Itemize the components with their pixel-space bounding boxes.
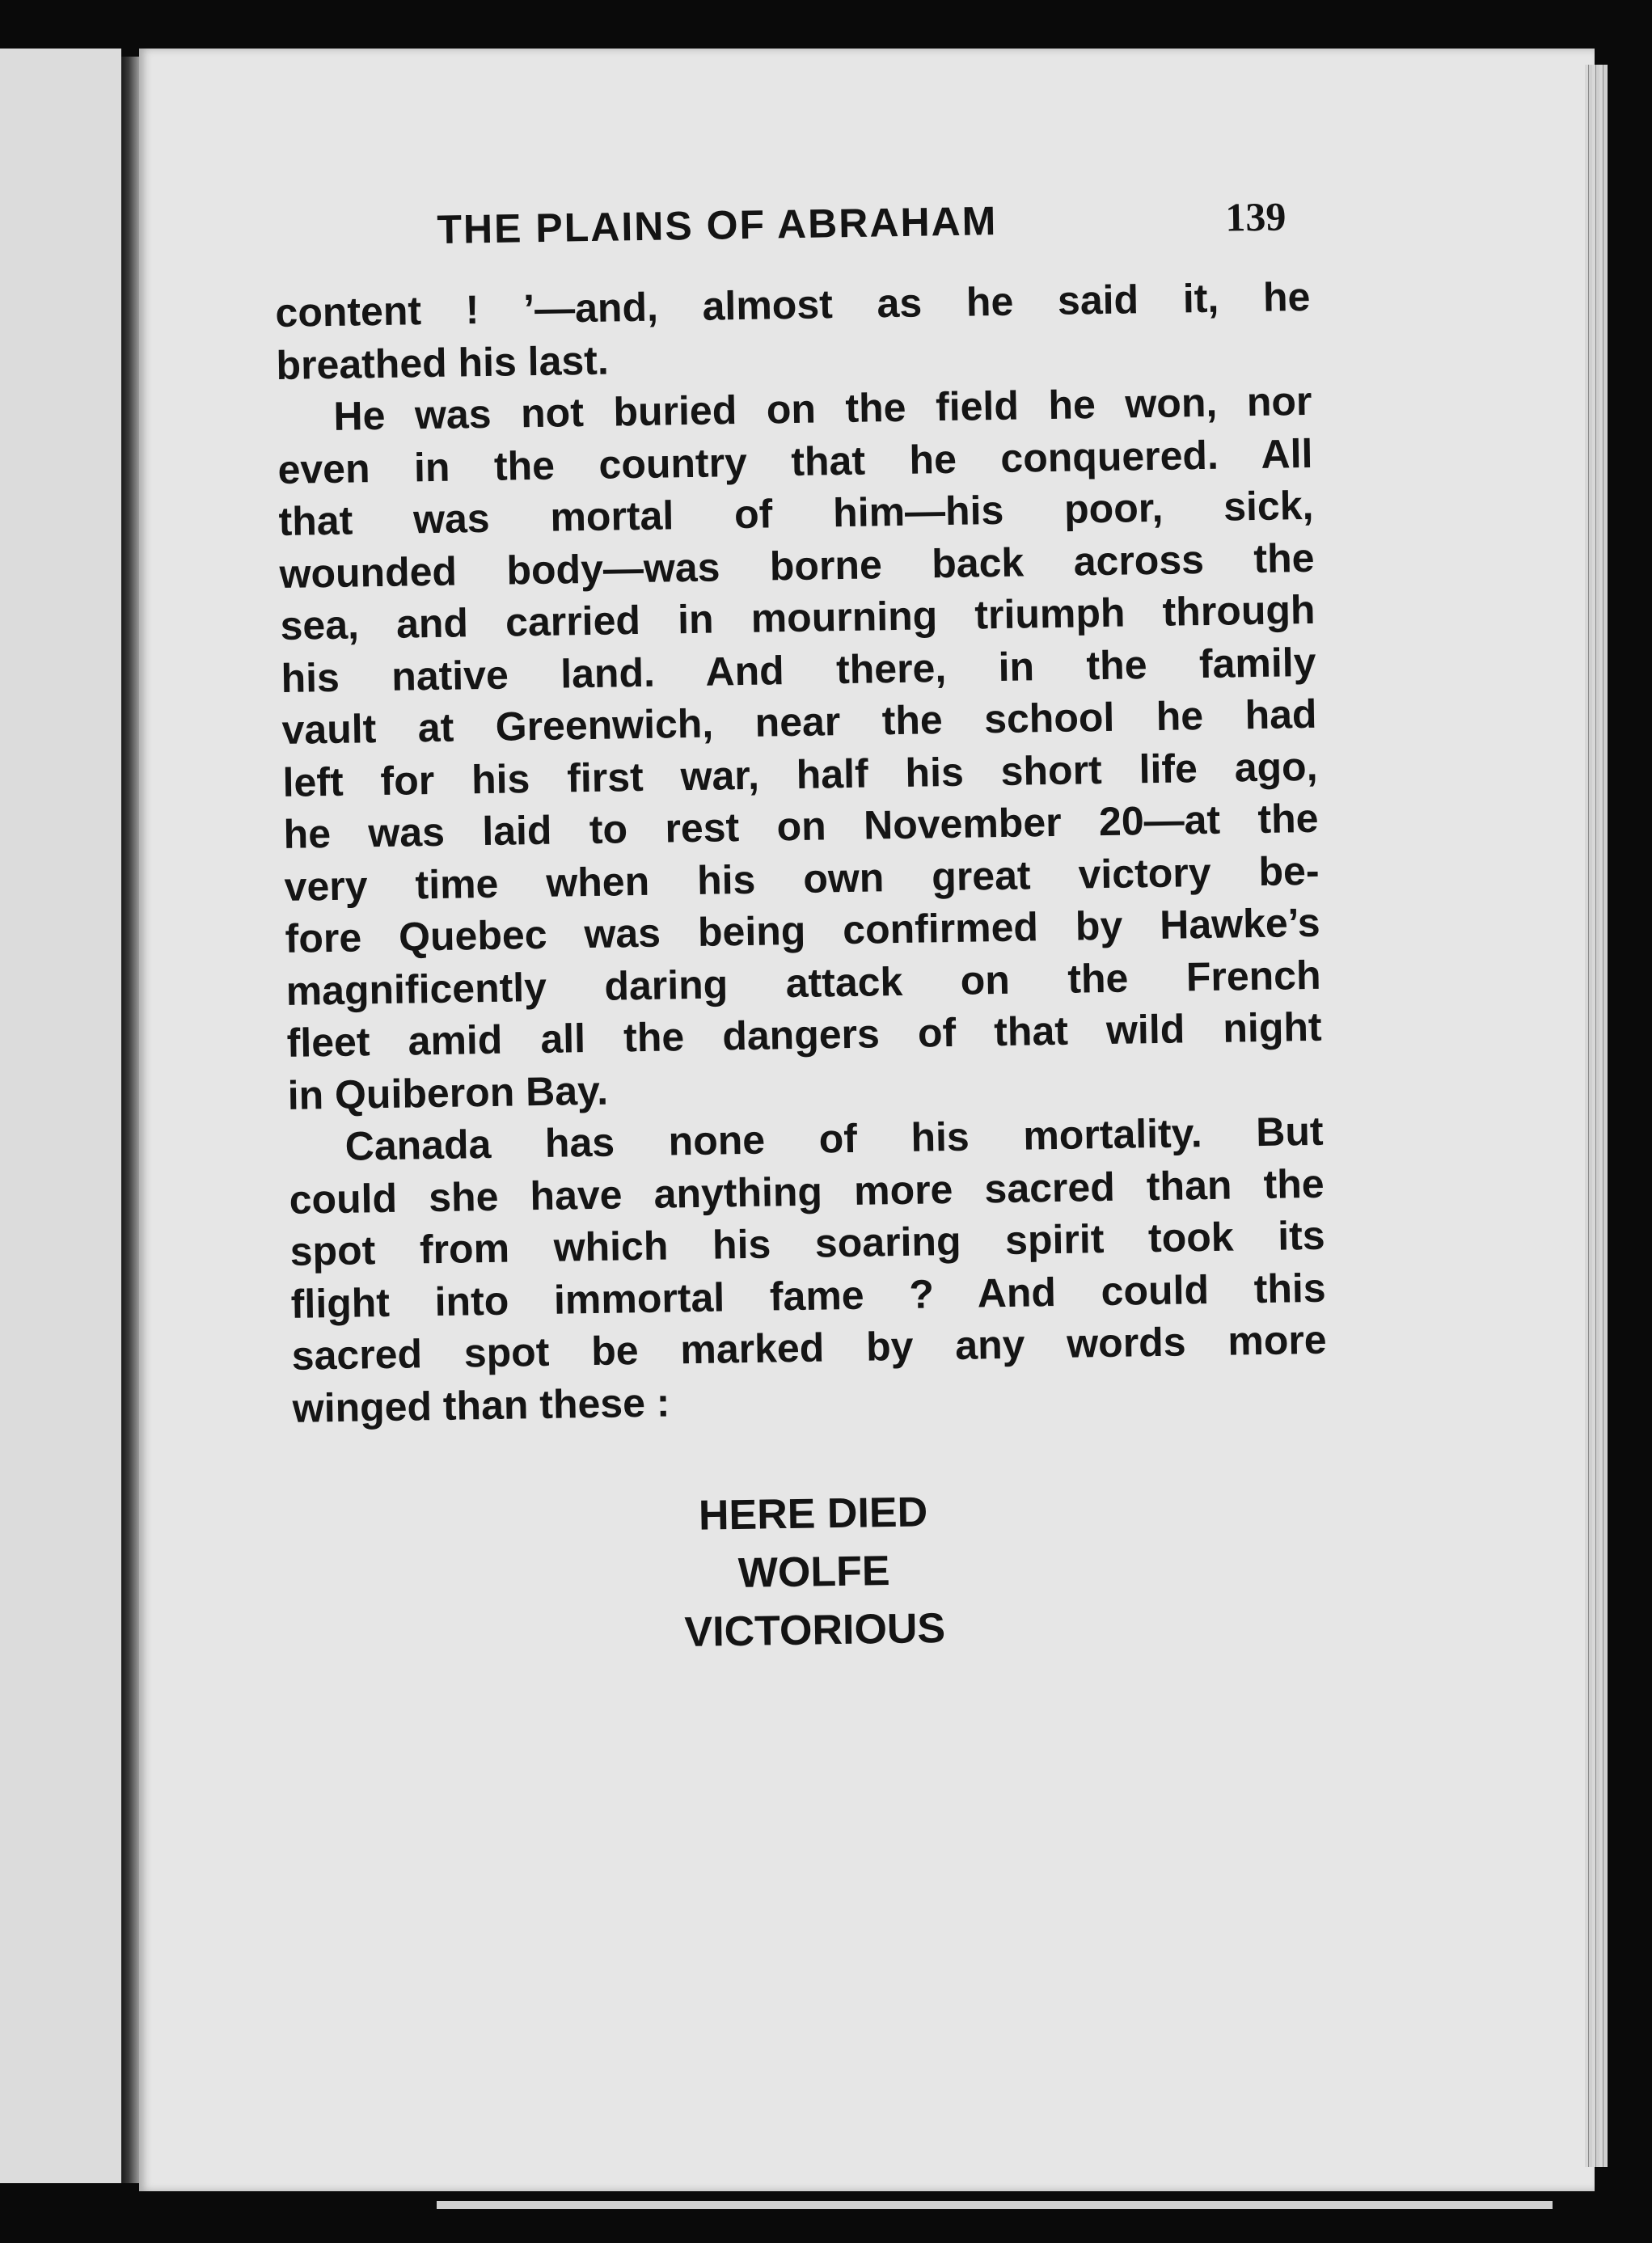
epitaph-line: WOLFE	[737, 1547, 890, 1597]
text-line: fore Quebec was being confirmed by Hawke’s	[285, 899, 1320, 961]
page-stack-edge	[1585, 65, 1608, 2167]
page-number: 139	[1224, 193, 1287, 240]
text-line: could she have anything more sacred than the	[289, 1160, 1325, 1223]
text-line: breathed his last.	[276, 337, 610, 388]
text-line: flight into immortal fame ? And could this	[290, 1265, 1327, 1327]
text-line: even in the country that he conquered. All	[277, 430, 1313, 492]
text-line: vault at Greenwich, near the school he had	[281, 691, 1317, 753]
epitaph-inscription	[631, 1482, 997, 1662]
facing-page-edge	[0, 49, 121, 2183]
epitaph-line: HERE DIED	[698, 1489, 928, 1540]
body-text	[275, 271, 1328, 1434]
running-header	[437, 193, 1287, 271]
text-line: wounded body—was borne back across the	[279, 534, 1315, 597]
text-line: sea, and carried in mourning triumph through	[280, 586, 1316, 648]
text-line: winged than these :	[292, 1379, 670, 1431]
book-gutter	[121, 57, 139, 2183]
epitaph-line: VICTORIOUS	[684, 1604, 946, 1656]
running-title: THE PLAINS OF ABRAHAM	[437, 198, 998, 252]
text-line: his native land. And there, in the family	[281, 639, 1316, 701]
text-line: that was mortal of him—his poor, sick,	[278, 482, 1314, 544]
text-line: He was not buried on the field he won, nor	[333, 378, 1312, 439]
text-line: Canada has none of his mortality. But	[344, 1108, 1324, 1169]
text-line: spot from which his soaring spirit took its	[289, 1212, 1326, 1274]
page-bottom-edge	[437, 2201, 1553, 2209]
text-line: very time when his own great victory be-	[284, 847, 1320, 910]
text-line: in Quiberon Bay.	[287, 1067, 609, 1118]
text-line: sacred spot be marked by any words more	[291, 1316, 1328, 1379]
text-line: he was laid to rest on November 20—at the	[283, 795, 1319, 857]
text-line: fleet amid all the dangers of that wild night	[286, 1003, 1322, 1066]
text-line: left for his first war, half his short life ago,	[282, 743, 1318, 805]
text-line: magnificently daring attack on the French	[285, 952, 1321, 1014]
text-line: content ! ’—and, almost as he said it, he	[275, 273, 1311, 336]
